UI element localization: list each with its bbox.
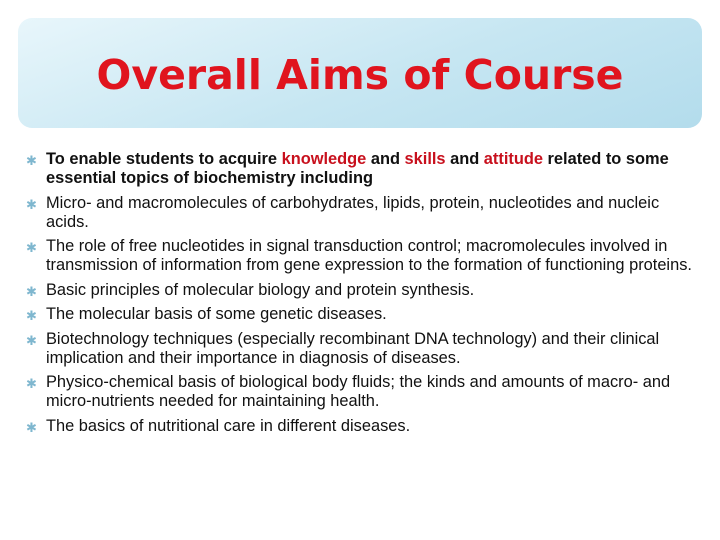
bullet-item xyxy=(26,194,706,232)
highlight-attitude: attitude xyxy=(483,150,543,168)
asterisk-bullet-icon: ✱ xyxy=(26,308,37,324)
bullet-text: The role of free nucleotides in signal transduction control; macromolecules involved in transmission of information from gene expression to the formation of functioning proteins. xyxy=(46,237,692,275)
bullet-item xyxy=(26,281,706,300)
slide-title: Overall Aims of Course xyxy=(96,51,624,99)
bullet-item xyxy=(26,305,706,324)
bullet-item xyxy=(26,330,706,368)
bullet-text: Basic principles of molecular biology and protein synthesis. xyxy=(46,280,475,299)
asterisk-bullet-icon: ✱ xyxy=(26,196,37,212)
bullet-text: Micro- and macromolecules of carbohydrates, lipids, protein, nucleotides and nucleic acids. xyxy=(46,193,660,231)
bullet-item xyxy=(26,417,706,436)
bullet-item xyxy=(26,373,706,411)
asterisk-bullet-icon: ✱ xyxy=(26,419,37,435)
asterisk-bullet-icon: ✱ xyxy=(26,283,37,299)
bullet-text: The molecular basis of some genetic diseases. xyxy=(46,305,387,324)
asterisk-bullet-icon: ✱ xyxy=(26,153,37,168)
highlight-knowledge: knowledge xyxy=(281,150,367,168)
lead-text-3: and xyxy=(445,150,484,168)
asterisk-bullet-icon: ✱ xyxy=(26,376,37,392)
lead-text-4: related to some essential topics of biochemistry including xyxy=(46,150,669,188)
bullet-item xyxy=(26,237,706,275)
bullet-text: Biotechnology techniques (especially recombinant DNA technology) and their clinical implication and their importance in diagnosis of diseases. xyxy=(46,329,660,367)
bullet-item-lead xyxy=(26,150,706,188)
asterisk-bullet-icon: ✱ xyxy=(26,240,37,256)
lead-text-1: To enable students to acquire xyxy=(46,150,282,168)
bullet-list xyxy=(26,150,706,441)
asterisk-bullet-icon: ✱ xyxy=(26,332,37,348)
bullet-text: The basics of nutritional care in different diseases. xyxy=(46,416,411,435)
lead-text-2: and xyxy=(366,150,405,168)
highlight-skills: skills xyxy=(404,150,446,168)
bullet-text: Physico-chemical basis of biological body fluids; the kinds and amounts of macro- and micro-nutrients needed for maintaining health. xyxy=(46,373,671,411)
